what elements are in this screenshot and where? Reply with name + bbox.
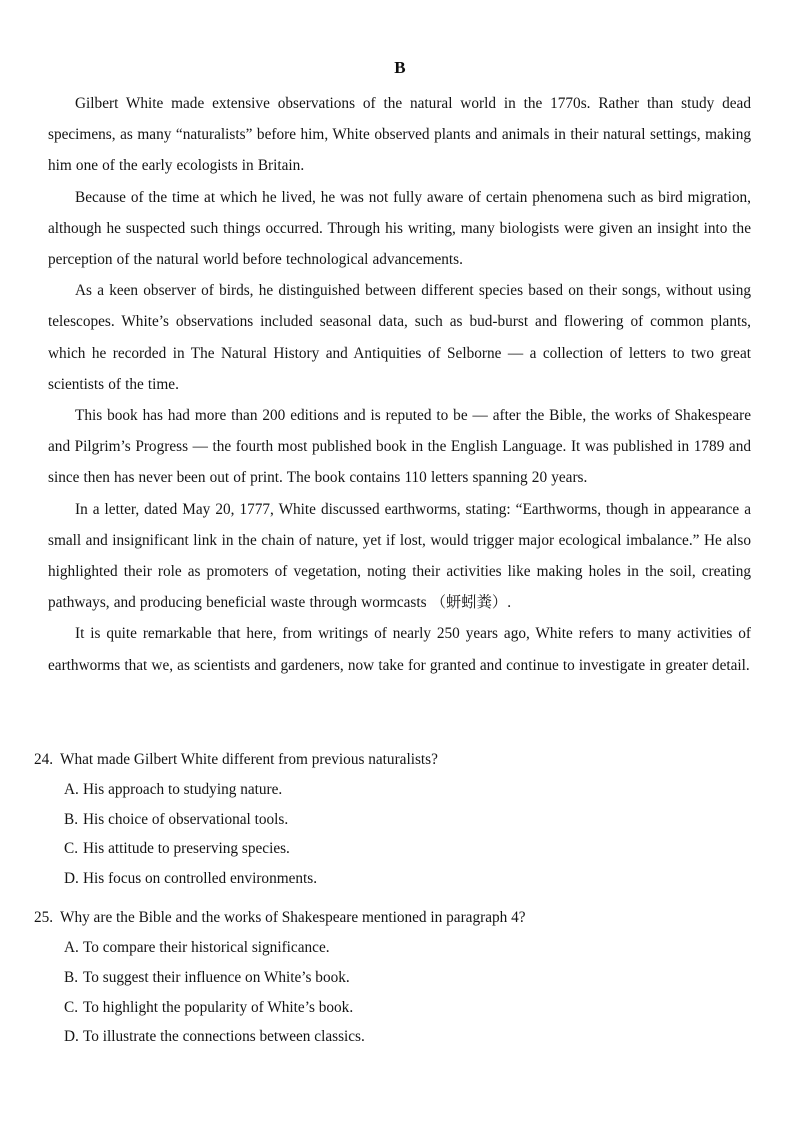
passage-paragraph: It is quite remarkable that here, from writings of nearly 250 years ago, White refers to many activities of earthworms that we, as scientists and gardeners, now take for granted and continue to investigate in greater detail. (48, 625, 751, 674)
question-option[interactable] (34, 993, 750, 1023)
option-text: To compare their historical significance. (83, 939, 330, 957)
passage-paragraph: Gilbert White made extensive observations of the natural world in the 1770s. Rather than study dead specimens, as many “naturalists” before him, White observed plants and animals in their natural settings, making him one of the early ecologists in Britain. (48, 95, 751, 175)
option-text: His choice of observational tools. (83, 810, 289, 828)
question-stem (34, 903, 750, 933)
question-text: What made Gilbert White different from previous naturalists? (60, 751, 438, 768)
option-text: His attitude to preserving species. (83, 840, 290, 858)
question-number: 24. (34, 751, 54, 768)
option-label: D. (64, 869, 79, 887)
reading-passage (48, 88, 751, 681)
option-label: A. (64, 781, 79, 798)
question-stem (34, 745, 750, 775)
question-number: 25. (34, 909, 54, 927)
option-label: B. (64, 810, 79, 828)
option-text: To highlight the popularity of White’s book. (83, 998, 354, 1016)
question-option[interactable] (34, 805, 750, 835)
question-item (34, 903, 750, 1051)
option-text: His focus on controlled environments. (83, 869, 318, 887)
question-option[interactable] (34, 834, 750, 864)
option-text: To suggest their influence on White’s book. (83, 968, 350, 986)
question-option[interactable] (34, 775, 750, 805)
option-label: A. (64, 939, 79, 957)
passage-paragraph: Because of the time at which he lived, he was not fully aware of certain phenomena such as bird migration, although he suspected such things occurred. Through his writing, many biologists were given an insight into the perception of the natural world before technological advancements. (48, 188, 751, 269)
question-option[interactable] (34, 963, 750, 993)
question-option[interactable] (34, 933, 750, 963)
question-item (34, 745, 750, 893)
passage-paragraph: As a keen observer of birds, he distinguished between different species based on their songs, without using telescopes. White’s observations included seasonal data, such as bud-burst and flowering of common plants, which he recorded in The Natural History and Antiquities of Selborne — a collection of letters to two great scientists of the time. (48, 282, 751, 393)
question-option[interactable] (34, 1022, 750, 1052)
question-text: Why are the Bible and the works of Shakespeare mentioned in paragraph 4? (60, 909, 526, 927)
option-label: C. (64, 998, 79, 1016)
option-text: To illustrate the connections between classics. (83, 1028, 365, 1046)
option-label: D. (64, 1028, 79, 1046)
question-option[interactable] (34, 864, 750, 894)
passage-paragraph: In a letter, dated May 20, 1777, White discussed earthworms, stating: “Earthworms, though in appearance a small and insignificant link in the chain of nature, yet if lost, would trigger major ecological imbalance.” He also highlighted their role as promoters of vegetation, noting their activities like making holes in the soil, creating pathways, and producing beneficial waste through wormcasts （蚈蚓粪）. (48, 500, 751, 612)
section-heading: B (394, 58, 406, 77)
passage-paragraph: This book has had more than 200 editions and is reputed to be — after the Bible, the works of Shakespeare and Pilgrim’s Progress — the fourth most published book in the English Language. It was published in 1789 and since then has never been out of print. The book contains 110 letters spanning 20 years. (48, 407, 751, 487)
question-list (34, 745, 750, 1052)
option-label: C. (64, 840, 79, 858)
question-spacer (34, 893, 750, 903)
option-label: B. (64, 968, 79, 986)
option-text: His approach to studying nature. (83, 781, 283, 798)
